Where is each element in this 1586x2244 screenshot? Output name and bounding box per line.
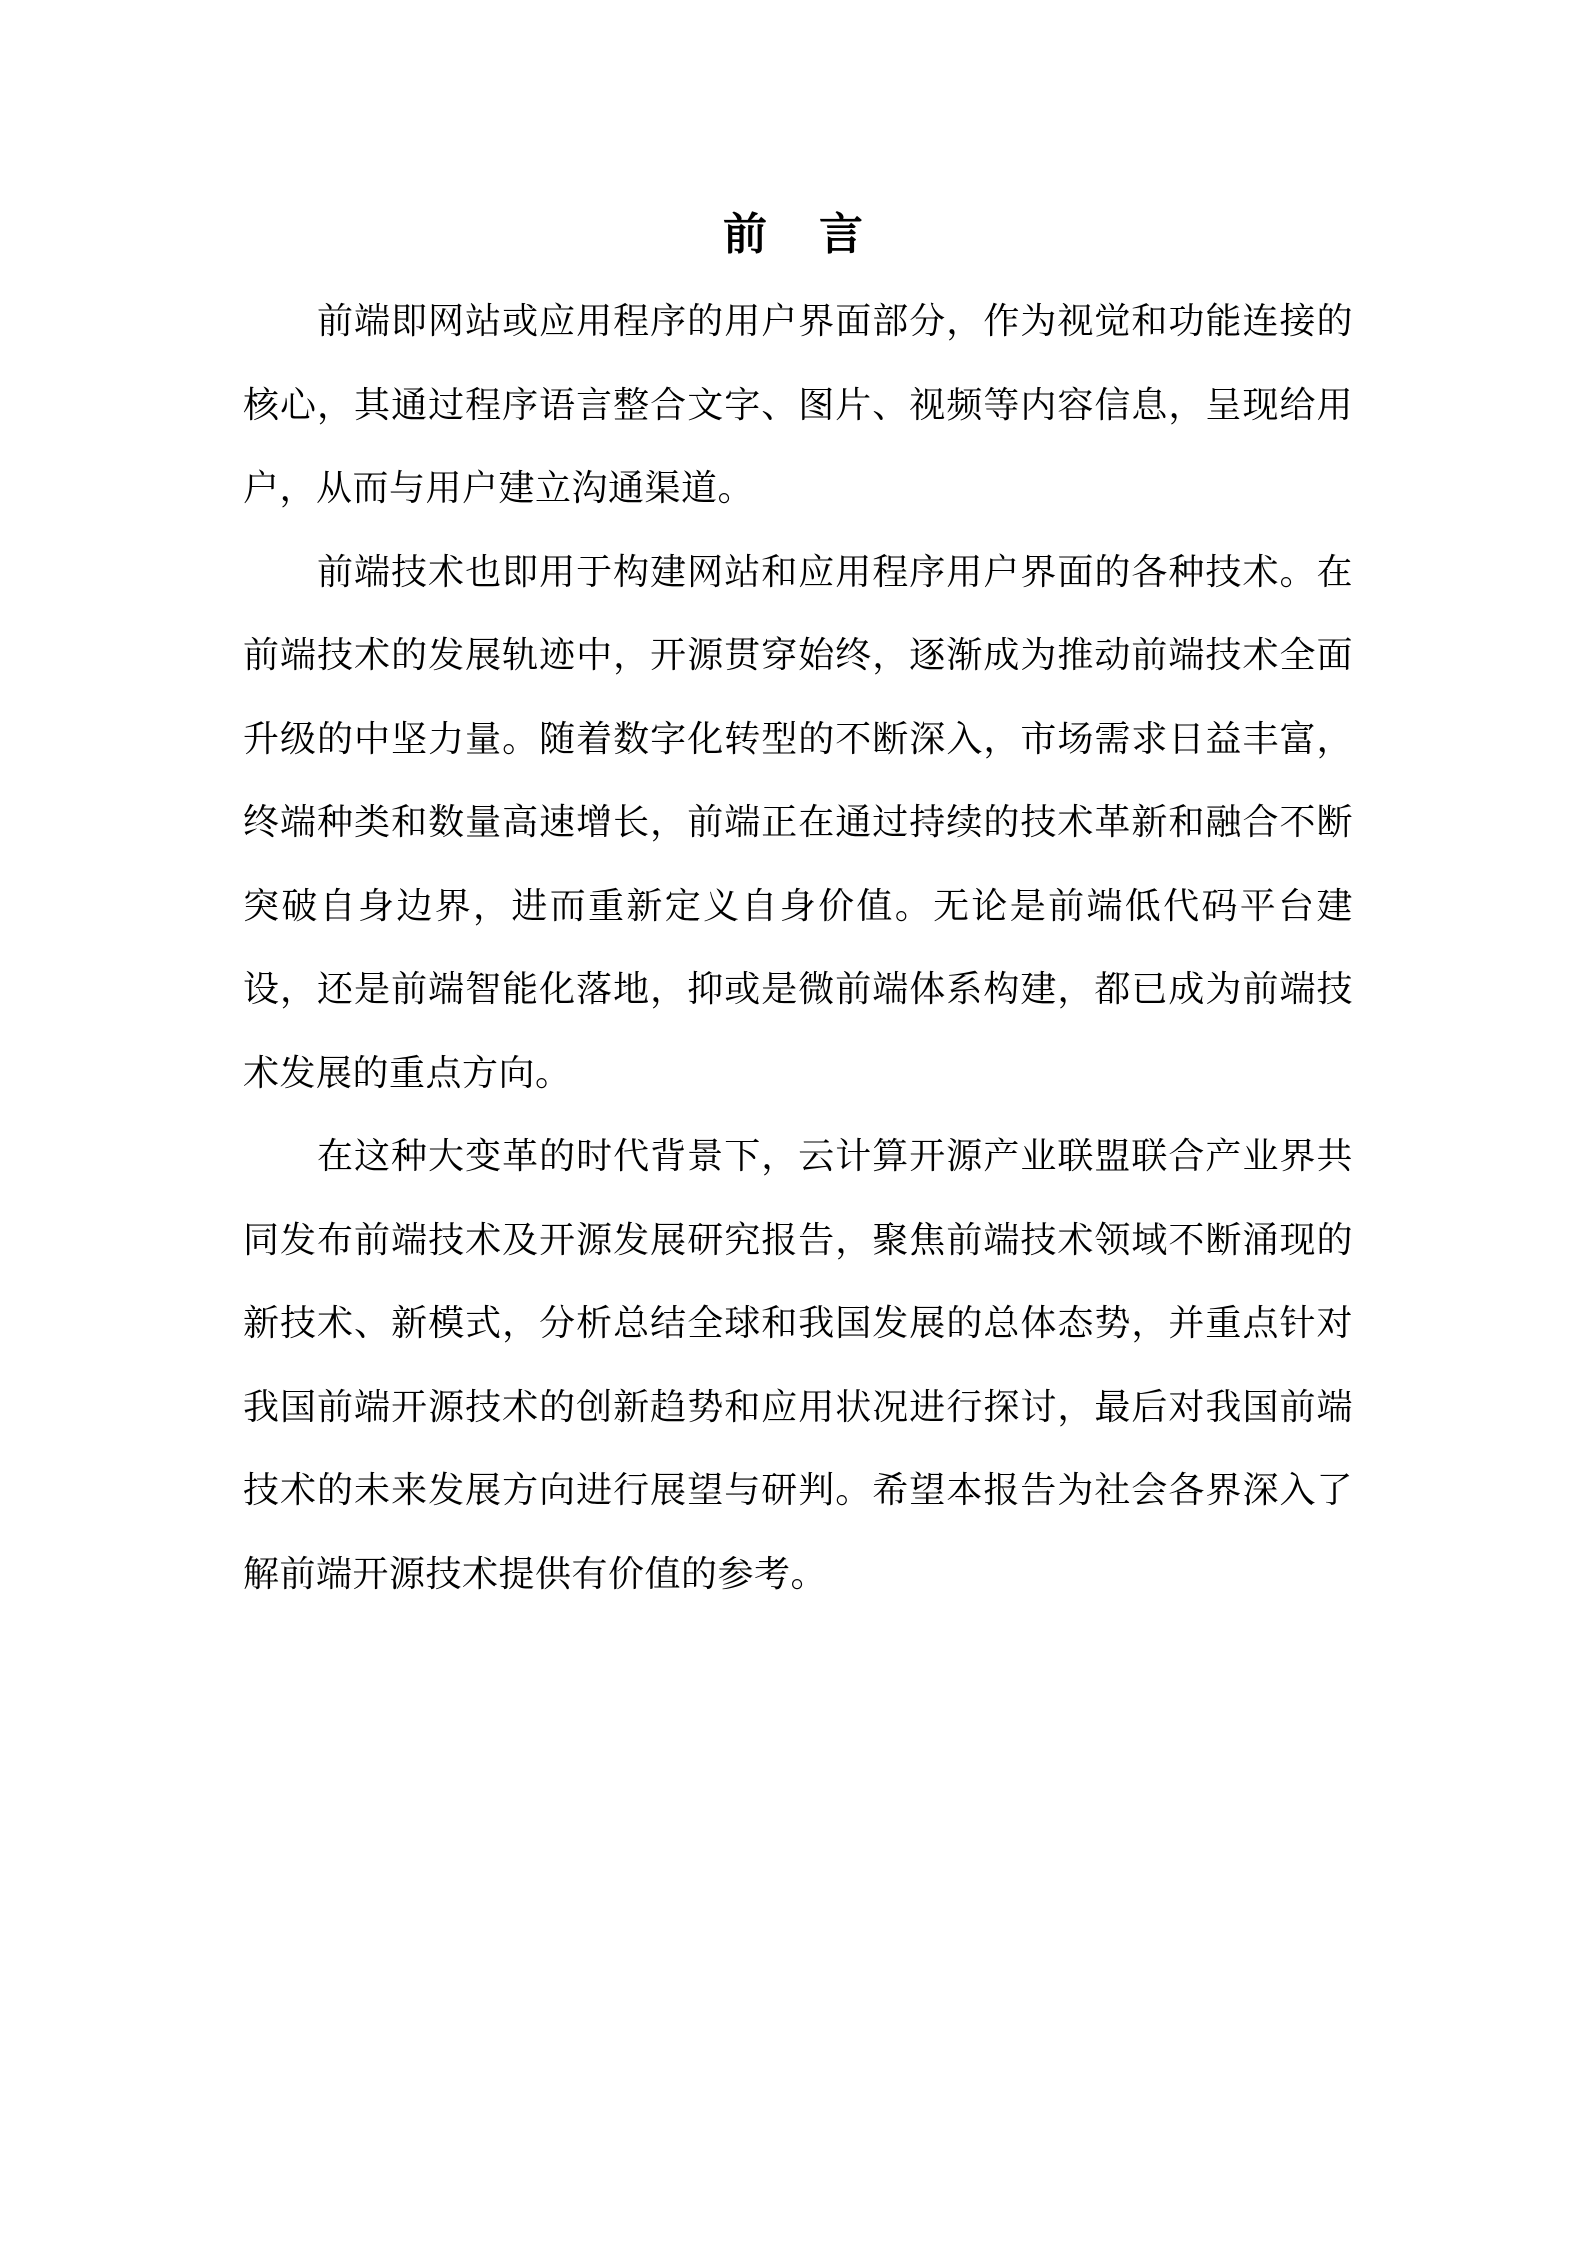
preface-body [243, 280, 1353, 1616]
paragraph-1: 前端即网站或应用程序的用户界面部分，作为视觉和功能连接的核心，其通过程序语言整合文字、图片、视频等内容信息，呈现给用户，从而与用户建立沟通渠道。 [243, 301, 1353, 509]
page-title: 前言 [723, 209, 915, 260]
paragraph-2: 前端技术也即用于构建网站和应用程序用户界面的各种技术。在前端技术的发展轨迹中，开源贯穿始终，逐渐成为推动前端技术全面升级的中坚力量。随着数字化转型的不断深入，市场需求日益丰富，终端种类和数量高速增长，前端正在通过持续的技术革新和融合不断突破自身边界，进而重新定义自身价值。无论是前端低代码平台建设，还是前端智能化落地，抑或是微前端体系构建，都已成为前端技术发展的重点方向。 [243, 551, 1353, 1094]
paragraph-3: 在这种大变革的时代背景下，云计算开源产业联盟联合产业界共同发布前端技术及开源发展研究报告，聚焦前端技术领域不断涌现的新技术、新模式，分析总结全球和我国发展的总体态势，并重点针对我国前端开源技术的创新趋势和应用状况进行探讨，最后对我国前端技术的未来发展方向进行展望与研判。希望本报告为社会各界深入了解前端开源技术提供有价值的参考。 [243, 1136, 1353, 1595]
